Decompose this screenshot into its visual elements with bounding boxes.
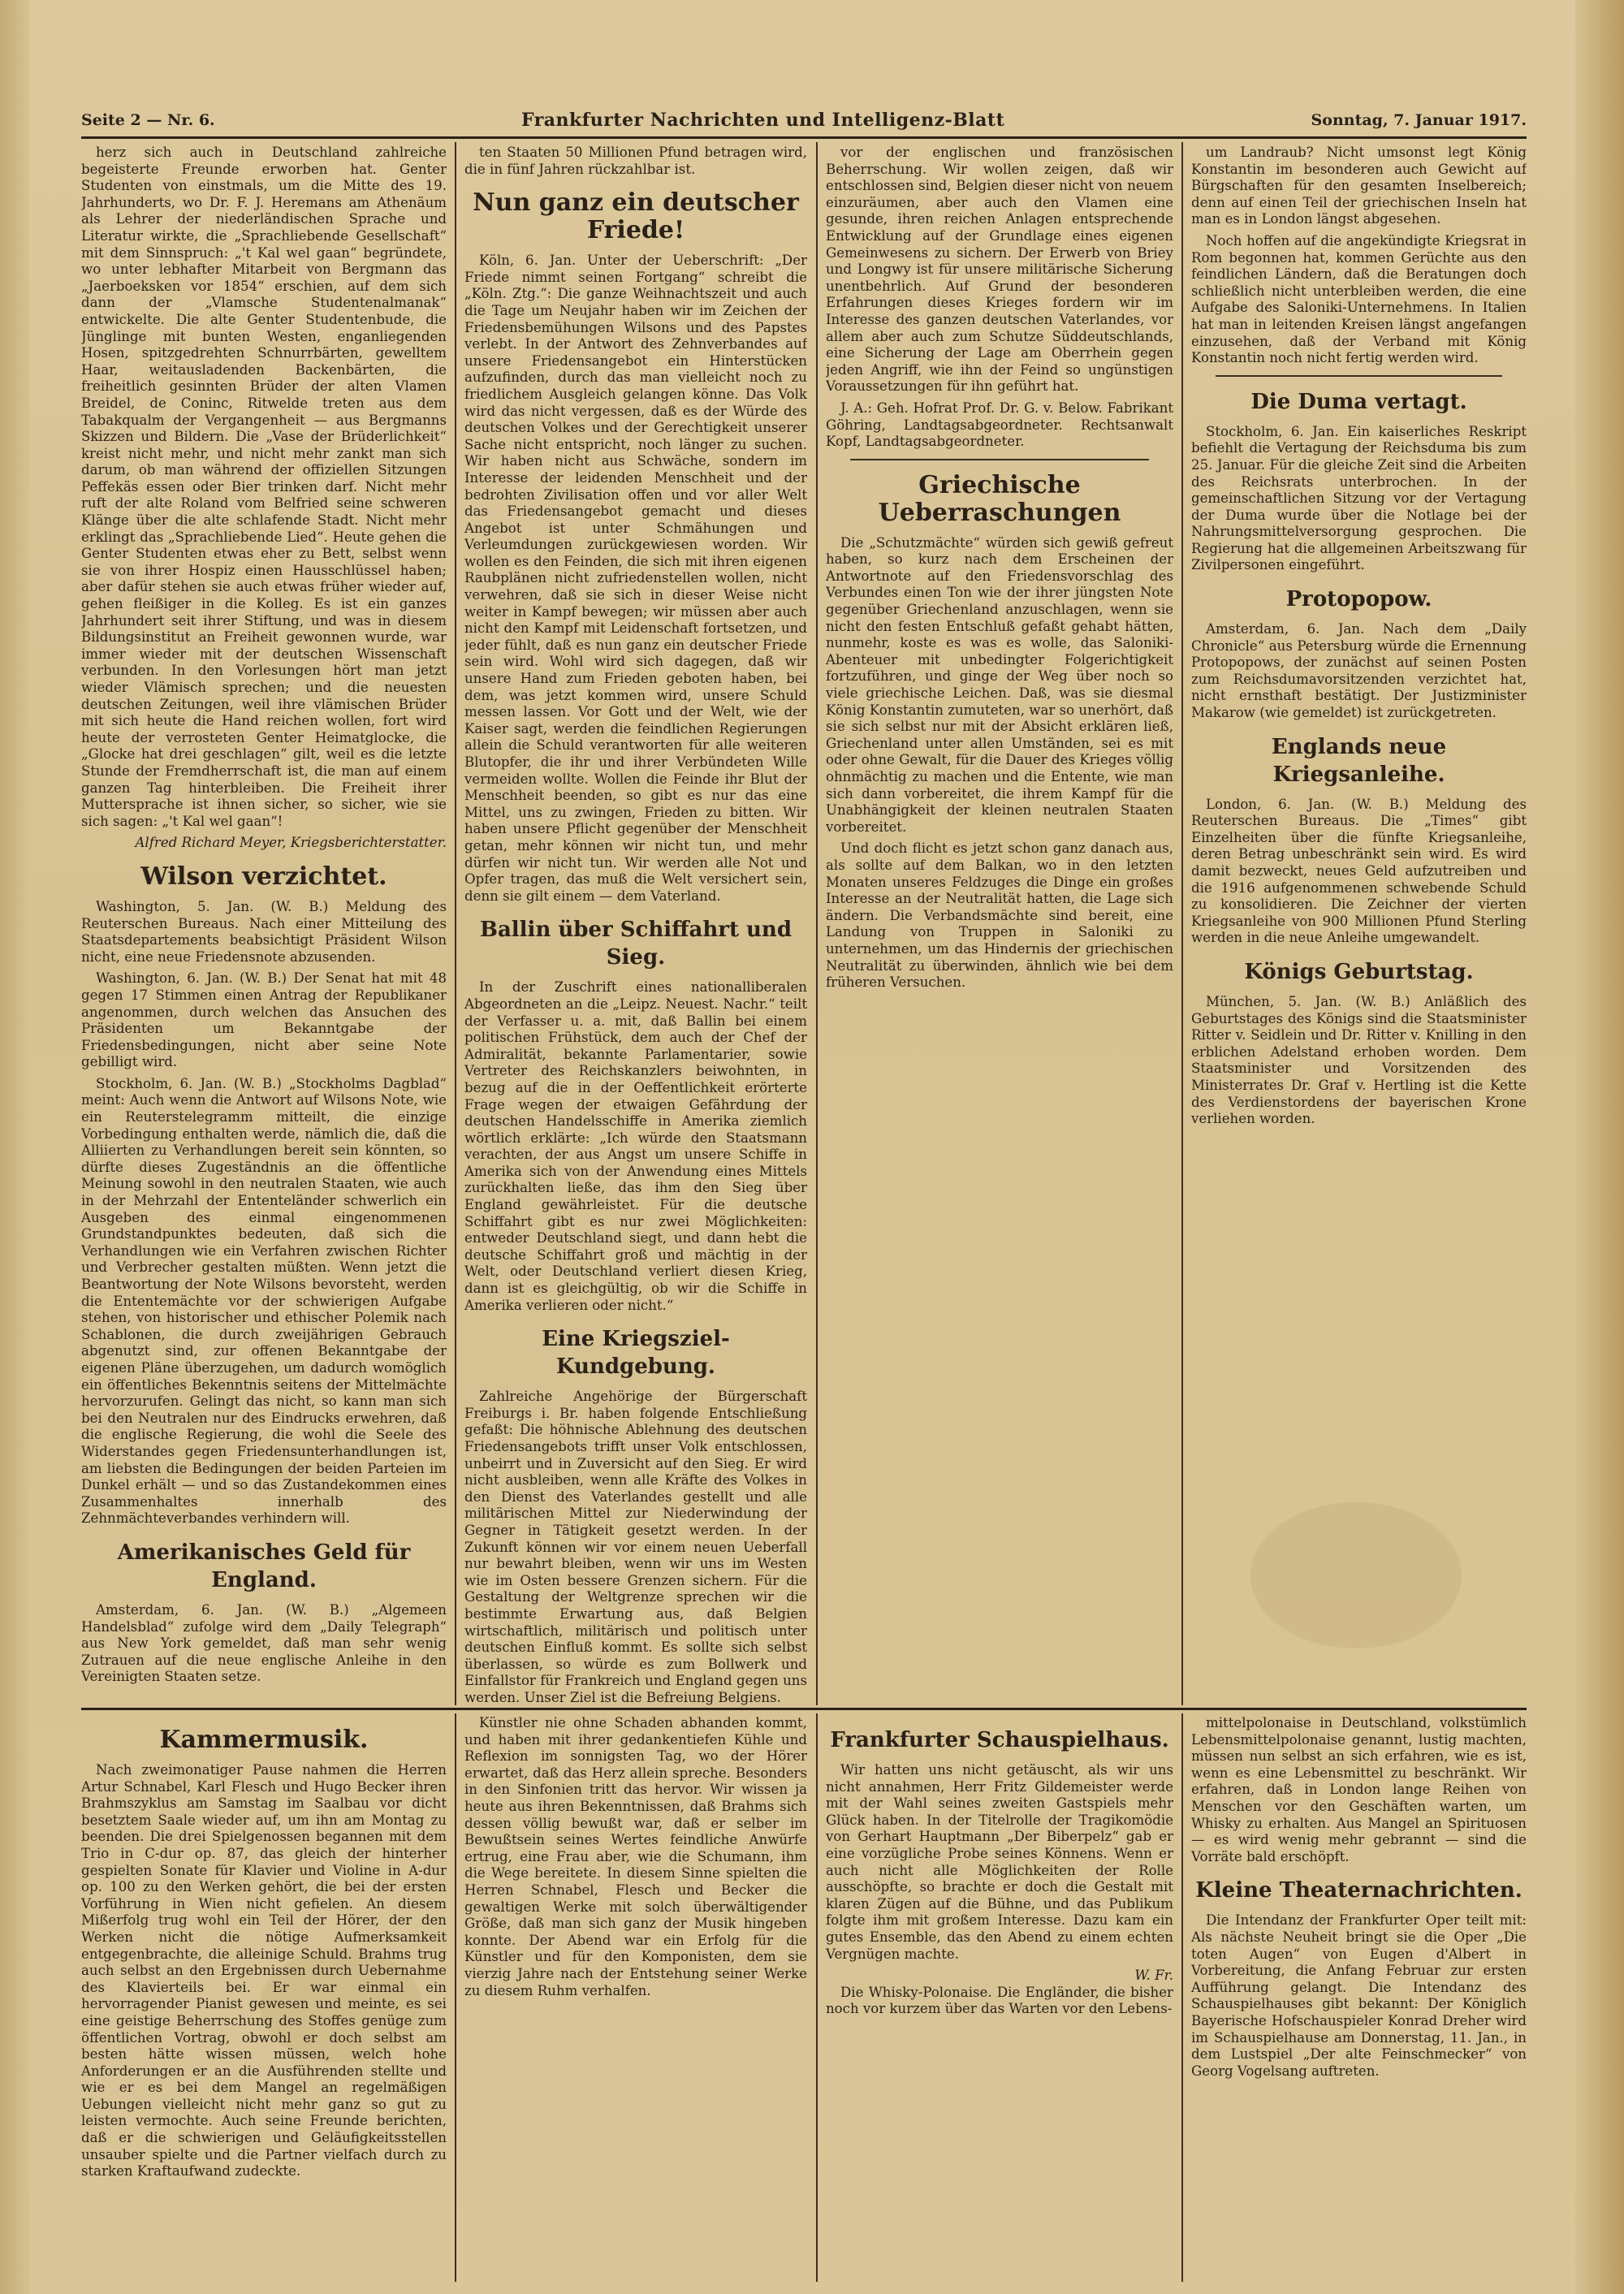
- article-text: Die Intendanz der Frankfurter Oper teilt mit: Als nächste Neuheit bringt sie die Oper „Die toten Augen“ von Eugen d'Albert in Vorbereitung, die Anfang Februar zur ersten Aufführung gelangt. Die Intendanz des Schauspielhauses gibt bekannt: Der Königlich Bayerische Hofschauspieler Konrad Dreher wird im Schauspielhause am Donnerstag, 11. Jan., in dem Lustspiel „Der alte Feinschmecker“ von Georg Vogelsang auftreten.: [1191, 1912, 1527, 2079]
- headline-frieden: Nun ganz ein deutscher Friede!: [473, 188, 799, 245]
- article-text: Die „Schutzmächte“ würden sich gewiß gefreut haben, so kurz nach dem Erscheinen der Antwortnote auf den Friedensvorschlag des Verbundes einen Ton wie der ihrer jüngsten Note gegenüber Griechenland anzuschlagen, wenn sie nicht den festen Entschluß gefaßt gehabt hätten, nunmehr, koste es was es wolle, das Saloniki-Abenteuer mit unbedingter Folgerichtigkeit fortzuführen, und ginge der Weg über noch so viele griechische Leichen. Daß, was sie diesmal König Konstantin zumuteten, war so unerhört, daß sie sich selbst nur mit der Absicht erklären ließ, Griechenland unter allen Umständen, sei es mit oder ohne Gewalt, für die Dauer des Krieges völlig ohnmächtig zu machen und die Entente, wie man sich dann vorbereitet, die ihrem Kampf für die Unabhängigkeit der kleinen neutralen Staaten vorbereitet.: [826, 534, 1173, 835]
- column-2: [464, 145, 807, 1705]
- article-text: Nach zweimonatiger Pause nahmen die Herren Artur Schnabel, Karl Flesch und Hugo Becker ihren Brahmszyklus am Samstag im Saalbau vor dicht besetztem Saale wieder auf, um ihn am Montag zu beenden. Die drei Spielgenossen begannen mit dem Trio in C-dur op. 87, das gleich der hinterher gespielten Sonate für Klavier und Violine in A-dur op. 100 zu den Werken gehört, die bei der ersten Vorführung in Wien nicht gefielen. An diesem Mißerfolg trug wohl ein Teil der Hörer, der den Werken nicht die nötige Aufmerksamkeit entgegenbrachte, die alleinige Schuld. Brahms trug auch selbst an den Ergebnissen durch Uebernahme des Klavierteils bei. Er war einmal ein hervorragender Pianist gewesen und meinte, es sei eine geistige Beherrschung des Stoffes genüge zum öffentlichen Vortrag, obwohl er doch selbst am besten hätte wissen müssen, welch hohe Anforderungen er an die Ausführenden stellte und wie er es bei dem Mangel an regelmäßigen Uebungen vielleicht nicht mehr ganz so gut zu leisten vermochte. Auch seine Freunde berichten, daß er die schwierigen und Geläufigkeitsstellen unsauber spielte und die Partner vielfach durch zu starken Kraftaufwand zudeckte.: [81, 1762, 447, 2180]
- news-item: Amsterdam, 6. Jan. Nach dem „Daily Chronicle“ aus Petersburg würde die Ernennung Protopopows, der zunächst auf seinen Posten zum Reichsdumavorsitzenden verzichtet hat, nicht ernsthaft bestätigt. Der Justizminister Makarow (wie gemeldet) ist zurückgetreten.: [1191, 621, 1527, 721]
- article-text: In der Zuschrift eines nationalliberalen Abgeordneten an die „Leipz. Neuest. Nachr.“ teilt der Verfasser u. a. mit, daß Ballin bei einem politischen Frühstück, dem auch der Chef der Admiralität, bekannte Parlamentarier, sowie Vertreter des Reichskanzlers beiwohnten, in bezug auf die in der Oeffentlichkeit erörterte Frage wegen der etwaigen Gefährdung der deutschen Handelsschiffe in Amerika ziemlich wörtlich erklärte: „Ich würde den Staatsmann verachten, der aus Angst um unsere Schiffe in Amerika sich von der Anwendung eines Mittels zurückhalten ließe, das ihm den Sieg über England gewährleistet. Für die deutsche Schiffahrt gibt es nur zwei Möglichkeiten: entweder Deutschland siegt, und dann hebt die deutsche Schiffahrt groß und mächtig in der Welt, oder Deutschland verliert diesen Krieg, dann ist es gleichgültig, ob wir die Schiffe in Amerika verlieren oder nicht.“: [464, 979, 807, 1313]
- news-item: Washington, 6. Jan. (W. B.) Der Senat hat mit 48 gegen 17 Stimmen einen Antrag der Republikaner angenommen, durch welchen das Ansuchen des Präsidenten um Bekanntgabe der Friedensbedingungen, nicht aber seine Note gebilligt wird.: [81, 970, 447, 1070]
- column-3: [826, 145, 1173, 1705]
- column-rule: [816, 142, 818, 1705]
- article-text: mittelpolonaise in Deutschland, volkstümlich Lebensmittelpolonaise genannt, lustig machten, müssen nun selbst an sich erfahren, wie es ist, wenn es eine Lebensmittel zu beschränkt. Wir erfahren, daß in London lange Reihen von Menschen vor den Geschäften warten, um Whisky zu erhalten. Aus Mangel an Spirituosen — es wird wenig mehr gebrannt — sind die Vorräte bald erschöpft.: [1191, 1715, 1527, 1864]
- article-text: Künstler nie ohne Schaden abhanden kommt, und haben mit ihrer gedankentiefen Kühle und Reflexion im sonnigsten Tag, wo der Hörer erwartet, daß das Herz allein spreche. Besonders in den Sinfonien tritt das hervor. Wir wissen ja heute aus ihren Bekenntnissen, daß Brahms sich dessen völlig bewußt war, daß er selber im Bewußtsein seines Wertes feindliche Anwürfe ertrug, eine Frau aber, wie die Schumann, ihm die Wege bereitete. In diesem Sinne spielten die Herren Schnabel, Flesch und Becker die gewaltigen Werke mit solch überwältigender Größe, daß man sich ganz der Musik hingeben konnte. Der Abend war ein Erfolg für die Künstler und für den Komponisten, dem sie vierzig Jahre nach der Entstehung seiner Werke zu diesem Ruhm verhalfen.: [464, 1715, 807, 1998]
- news-item: Washington, 5. Jan. (W. B.) Meldung des Reuterschen Bureaus. Nach einer Mitteilung des Staatsdepartements beabsichtigt Präsident Wilson nicht, eine neue Friedensnote abzusenden.: [81, 898, 447, 965]
- article-author: W. Fr.: [1134, 1968, 1173, 1984]
- column-rule: [816, 1713, 818, 2282]
- header-newspaper-title: Frankfurter Nachrichten und Intelligenz-Blatt: [520, 110, 1005, 131]
- headline-theaternachrichten: Kleine Theaternachrichten.: [1195, 1878, 1522, 1903]
- feuilleton-column-4: [1191, 1715, 1527, 2275]
- column-1: [81, 145, 447, 1705]
- page-header: [81, 104, 1527, 139]
- headline-wilson: Wilson verzichtet.: [140, 862, 387, 891]
- news-item: Amsterdam, 6. Jan. (W. B.) „Algemeen Handelsblad“ zufolge wird dem „Daily Telegraph“ aus New York gemeldet, daß man sehr wenig Zutrauen auf die neue englische Anleihe in den Vereinigten Staaten setze.: [81, 1601, 447, 1685]
- article-text: Die Whisky-Polonaise. Die Engländer, die bisher noch vor kurzem über das Warten vor den Lebens-: [826, 1984, 1173, 2017]
- article-text: Wir hatten uns nicht getäuscht, als wir uns nicht annahmen, Herr Fritz Gildemeister werde mit der Wahl seines zweiten Gastspiels mehr Glück haben. In der Titelrolle der Tragikomödie von Gerhart Hauptmann „Der Biberpelz“ gab er eine vorzügliche Probe seines Könnens. Wenn er auch nicht alle Möglichkeiten der Rolle ausschöpfte, so brachte er doch die Gestalt mit klaren Zügen auf die Bühne, und das Publikum folgte ihm mit großem Interesse. Dazu kam ein gutes Ensemble, das den Abend zu einem echten Vergnügen machte.: [826, 1762, 1173, 1962]
- article-divider: [850, 459, 1149, 460]
- feuilleton-column-1: [81, 1715, 447, 2275]
- article-divider: [1216, 375, 1502, 377]
- feuilleton-column-3: [826, 1715, 1173, 2275]
- headline-griechische: Griechische Ueberraschungen: [878, 470, 1121, 527]
- headline-protopopow: Protopopow.: [1285, 587, 1432, 612]
- feuilleton-column-2: [464, 1715, 807, 2275]
- news-item: Stockholm, 6. Jan. Ein kaiserliches Reskript befiehlt die Vertagung der Reichsduma bis zum 25. Januar. Für die gleiche Zeit sind die Arbeiten des Reichsrats unterbrochen. In der gemeinschaftlichen Sitzung vor der Vertagung der Duma wurde über die Notlage bei der Nahrungsmittelversorgung gesprochen. Die Regierung hat die allgemeinen Arbeitszwang für Zivilpersonen eingeführt.: [1191, 423, 1527, 573]
- article-author: Alfred Richard Meyer, Kriegsberichterstatter.: [135, 835, 447, 851]
- headline-ballin: Ballin über Schiffahrt und Sieg.: [479, 918, 792, 970]
- column-rule: [1181, 1713, 1183, 2282]
- page-left-edge: [0, 0, 29, 2294]
- column-rule: [1181, 142, 1183, 1705]
- article-text: Noch hoffen auf die angekündigte Kriegsrat in Rom begonnen hat, kommen Gerüchte aus den feindlichen Ländern, daß die Beratungen doch schließlich nicht unterbleiben werden, die eine Aufgabe des Saloniki-Unternehmens. In Italien hat man in leitenden Kreisen längst angefangen einzusehen, daß der Verband mit König Konstantin noch nicht fertig werden wird.: [1191, 232, 1527, 366]
- header-page-number: Seite 2 — Nr. 6.: [81, 111, 215, 129]
- article-text: herz sich auch in Deutschland zahlreiche begeisterte Freunde erworben hat. Genter Studenten von einstmals, um die Mitte des 19. Jahrhunderts, wo Dr. F. J. Heremans am Athenäum als Lehrer der niederländischen Sprache und Literatur wirkte, die „Sprachliebende Gesellschaft“ mit dem Sinnspruch: „'t Kal wel gaan“ begründete, wo unter lebhafter Mitarbeit von Bergmann das „Jaerboeksken vor 1854“ erschien, auf dem sich dann der „Vlamsche Studentenalmanak“ entwickelte. Die alte Genter Studentenbude, die Jünglinge mit bunten Westen, enganliegenden Hosen, spitzgedrehten Schnurrbärten, gewelltem Haar, weitausladenden Backenbärten, die freiheitlich gesinnten Brüder der alten Vlamen Breidel, de Coninc, Ritwelde treten aus dem Tabakqualm der Vergangenheit — aus Bergmanns Skizzen und Bildern. Die „Vase der Brüderlichkeit“ kreist nicht mehr, und nicht mehr zankt man sich darum, ob man während der offiziellen Sitzungen Peffekäs essen oder Bier trinken darf. Nicht mehr ruft der alte Roland vom Belfried seine schweren Klänge über die alte schlafende Stadt. Nicht mehr erklingt das „Sprachliebende Lied“. Heute gehen die Genter Studenten etwas eher zu Bett, selbst wenn sie von ihrer Hospiz einen Hausschlüssel haben; aber dafür stehen sie auch etwas früher wieder auf, gehen fleißiger in die Kolleg. Es ist ein ganzes Jahrhundert seit ihrer Stiftung, und was in diesem Bildungsinstitut an Freiheit gewonnen wurde, war immer wieder mit der deutschen Wissenschaft verbunden. In den Vorlesungen hört man jetzt wieder Vlämisch sprechen; und die neuesten deutschen Zeitungen, weil ihre vlämischen Brüder mit sich heute die Hand reichen wollen, fort wird heute der verrosteten Genter Heimatglocke, die „Glocke hat drei geschlagen“ gilt, weil es die letzte Stunde der Fremdherrschaft ist, die man auf einem ganzen Tag hinterbleiben. Die Freiheit ihrer Muttersprache ist ihnen sicher, so sicher, wie sie sich sagen: „'t Kal wel gaan“!: [81, 145, 447, 829]
- column-rule: [455, 1713, 456, 2282]
- headline-schauspielhaus: Frankfurter Schauspielhaus.: [830, 1728, 1169, 1752]
- header-date: Sonntag, 7. Januar 1917.: [1311, 111, 1527, 129]
- article-signature: J. A.: Geh. Hofrat Prof. Dr. G. v. Below. Fabrikant Göhring, Landtagsabgeordneter. Rechtsanwalt Kopf, Landtagsabgeordneter.: [826, 400, 1173, 450]
- article-text: vor der englischen und französischen Beherrschung. Wir wollen zeigen, daß wir entschlossen sind, Belgien dieser nicht von neuem einzuräumen, aber auch den Vlamen eine gesunde, ihren reichen Anlagen entsprechende Entwicklung auf der Grundlage eines eigenen Gemeinwesens zu sichern. Der Erwerb von Briey und Longwy ist für unsere militärische Sicherung unentbehrlich. Auf Grund der besonderen Erfahrungen dieses Krieges fordern wir im Interesse des ganzen deutschen Vaterlandes, vor allem aber auch zum Schutze Süddeutschlands, eine Sicherung der Lage am Oberrhein gegen jeden Angriff, wie ihn der Feind so ungünstigen Voraussetzungen für ihn geführt hat.: [826, 145, 1173, 395]
- section-divider: [81, 1708, 1527, 1710]
- article-text: ten Staaten 50 Millionen Pfund betragen wird, die in fünf Jahren rückzahlbar ist.: [464, 145, 807, 177]
- headline-kriegsziel: Eine Kriegsziel-Kundgebung.: [542, 1327, 730, 1380]
- headline-duma: Die Duma vertagt.: [1250, 389, 1467, 414]
- headline-kammermusik: Kammermusik.: [159, 1726, 369, 1754]
- column-rule: [455, 142, 456, 1705]
- news-item: München, 5. Jan. (W. B.) Anläßlich des Geburtstages des Königs sind die Staatsminister Ritter v. Seidlein und Dr. Ritter v. Knilling in den erblichen Adelstand erhoben worden. Dem Staatsminister und Vorsitzenden des Ministerrates Dr. Graf v. Hertling ist die Kette des Verdienstordens der bayerischen Krone verliehen worden.: [1191, 993, 1527, 1127]
- headline-england: Englands neue Kriegsanleihe.: [1271, 734, 1447, 787]
- news-item: Stockholm, 6. Jan. (W. B.) „Stockholms Dagblad“ meint: Auch wenn die Antwort auf Wilsons Note, wie ein Reuterstelegramm mitteilt, die einzige Vorbedingung enthalten werde, nämlich die, daß die Alliierten zu Verhandlungen bereit sein könnten, so dürfte dieses Zugeständnis an die öffentliche Meinung sowohl in den neutralen Staaten, wie auch in der Mehrzahl der Ententeländer schwerlich ein Ausgeben des einmal eingenommenen Grundstandpunktes bedeuten, daß sich die Verhandlungen wie ein Verfahren zwischen Richter und Verbrecher gestalten müßten. Wenn jetzt die Beantwortung der Note Wilsons bevorsteht, werden die Ententemächte vor der schwierigen Aufgabe stehen, von historischer und ethischer Polemik nach Schablonen, die durch zweijährigen Gebrauch abgenutzt sind, zur offenen Bekanntgabe der eigenen Pläne überzugehen, um dadurch womöglich ein öffentliches Bekenntnis seitens der Mittelmächte hervorzurufen. Gelingt das nicht, so kann man sich bei den Neutralen nur des Eindrucks erwehren, daß die englische Regierung, die wohl die Seele des Widerstandes gegen Friedensunterhandlungen ist, am liebsten die Bedingungen der beiden Parteien im Dunkel erhält — und so das Zustandekommen eines Zusammenhaltes innerhalb des Zehnmächteverbandes verhindern will.: [81, 1075, 447, 1527]
- headline-geld: Amerikanisches Geld für England.: [117, 1540, 411, 1592]
- news-item: London, 6. Jan. (W. B.) Meldung des Reuterschen Bureaus. Die „Times“ gibt Einzelheiten über die fünfte Kriegsanleihe, deren Betrag unbeschränkt sein wird. Es wird damit bezweckt, neues Geld aufzutreiben und die 1916 aufgenommenen schwebende Schuld zu konsolidieren. Die Zeichner der vierten Kriegsanleihe von 900 Millionen Pfund Sterling werden in die neue Anleihe umgewandelt.: [1191, 796, 1527, 946]
- article-text: Zahlreiche Angehörige der Bürgerschaft Freiburgs i. Br. haben folgende Entschließung gefaßt: Die höhnische Ablehnung des deutschen Friedensangebots trifft unser Volk entschlossen, unbeirrt und in Zuversicht auf den Sieg. Er wird nicht ausbleiben, wenn alle Kräfte des Volkes in den Dienst des Vaterlandes gestellt und alle militärischen Mittel zur Niederwindung der Gegner in Tätigkeit gesetzt werden. In der Zukunft können wir vor einem neuen Ueberfall nur bewahrt bleiben, wenn wir uns im Westen wie im Osten bessere Grenzen sichern. Für die Gestaltung der Weltgrenze sprechen wir die bestimmte Erwartung aus, daß Belgien wirtschaftlich, militärisch und politisch unter deutschen Einfluß kommt. Es sollte sich selbst überlassen, so würde es zum Bollwerk und Einfallstor für Frankreich und England gegen uns werden. Unser Ziel ist die Befreiung Belgiens.: [464, 1389, 807, 1705]
- column-4: [1191, 145, 1527, 1705]
- article-text: Köln, 6. Jan. Unter der Ueberschrift: „Der Friede nimmt seinen Fortgang“ schreibt die „Köln. Ztg.“: Die ganze Weihnachtszeit und auch die Tage um Neujahr haben wir im Zeichen der Friedensbemühungen Wilsons und des Papstes verlebt. In der Antwort des Zehnverbandes auf unsere Friedensangebot ein Hinterstücken aufzufinden, durch das man vielleicht noch zu friedlichem Ausgleich gelangen könne. Das Volk wird das nicht vergessen, daß es der Würde des deutschen Volkes und der Gerechtigkeit unserer Sache nicht entspricht, noch länger zu suchen. Wir haben nicht aus Schwäche, sondern im Interesse der leidenden Menschheit und der bedrohten Zivilisation offen und vor aller Welt das Friedensangebot gemacht und dieses Angebot ist unter Schmähungen und Verleumdungen zurückgewiesen worden. Wir wollen es den Feinden, die sich mit ihren eigenen Raubplänen nicht zufriedenstellen wollen, nicht verwehren, daß sie sich in dieser Weise nicht weiter in Kampf bewegen; wir müssen aber auch nicht den Kampf mit Leidenschaft fortsetzen, und jeder fühlt, daß es nun ganz ein deutscher Friede sein wird. Wohl wird sich dagegen, daß wir unsere Hand zum Frieden geboten haben, bei dem, was jetzt kommen wird, unsere Schuld messen lassen. Vor Gott und der Welt, wie der Kaiser sagt, werden die feindlichen Regierungen allein die Schuld verantworten für alle weiteren Blutopfer, die ihr und ihrer Verbündeten Wille vermeiden wollte. Wollen die Feinde ihr Blut der Menschheit beenden, so gibt es nur das eine Mittel, uns zu zwingen, Frieden zu bitten. Wir haben unsere Pflicht gegenüber der Menschheit getan, mehr können wir nicht tun, und mehr dürfen wir nicht tun. Wir werden alle Not und Opfer tragen, das muß die Welt versichert sein, denn sie gilt einem — dem Vaterland.: [464, 253, 807, 904]
- article-text: um Landraub? Nicht umsonst legt König Konstantin im besonderen auch Gewicht auf Bürgschaften für den gesamten Inselbereich; denn auf einen Teil der griechischen Inseln hat man es in London längst abgesehen.: [1191, 145, 1527, 227]
- headline-koenig: Königs Geburtstag.: [1244, 959, 1474, 984]
- page-right-edge: [1575, 0, 1624, 2294]
- article-text: Und doch flicht es jetzt schon ganz danach aus, als sollte auf dem Balkan, wo in den letzten Monaten unseres Feldzuges die Dinge ein großes Interesse an der Neutralität hatten, die Lage sich ändern. Die Verbandsmächte sind bereit, eine Landung von Truppen in Saloniki zu unternehmen, um das Hindernis der griechischen Neutralität zu überwinden, ähnlich wie bei dem früheren Versuchen.: [826, 840, 1173, 991]
